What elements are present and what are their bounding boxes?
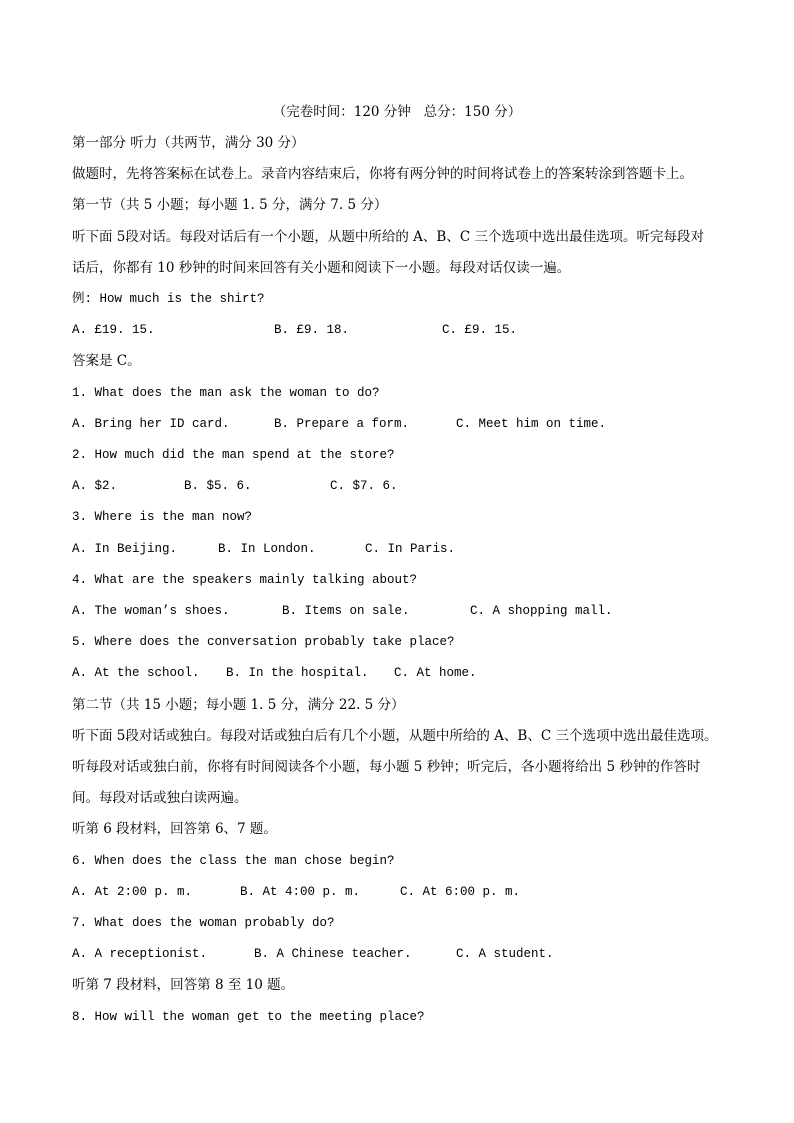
question-6: 6. When does the class the man chose begin? — [72, 854, 395, 868]
section2-title: 第二节（共 15 小题；每小题 1. 5 分，满分 22. 5 分） — [72, 697, 405, 713]
q5-option-b: B. In the hospital. — [226, 666, 369, 680]
q2-option-b: B. $5. 6. — [184, 479, 252, 493]
q1-option-b: B. Prepare a form. — [274, 417, 410, 431]
q7-option-b: B. A Chinese teacher. — [254, 947, 412, 961]
q4-option-b: B. Items on sale. — [282, 604, 410, 618]
section2-instruction-3: 间。每段对话或独白读两遍。 — [72, 790, 248, 806]
material-7-heading: 听第 7 段材料，回答第 8 至 10 题。 — [72, 977, 295, 993]
section1-title: 第一节（共 5 小题；每小题 1. 5 分，满分 7. 5 分） — [72, 197, 388, 213]
section2-instruction-2: 听每段对话或独白前，你将有时间阅读各个小题，每小题 5 秒钟；听完后，各小题将给出 5 秒钟的作答时 — [72, 759, 701, 775]
exam-info: （完卷时间：120 分钟 总分：150 分） — [272, 104, 522, 120]
q2-option-c: C. $7. 6. — [330, 479, 398, 493]
question-4: 4. What are the speakers mainly talking about? — [72, 573, 418, 587]
q5-option-a: A. At the school. — [72, 666, 200, 680]
q6-option-b: B. At 4:00 p. m. — [240, 885, 361, 899]
section1-instruction-2: 话后，你都有 10 秒钟的时间来回答有关小题和阅读下一小题。每段对话仅读一遍。 — [72, 260, 571, 276]
question-2: 2. How much did the man spend at the store? — [72, 448, 395, 462]
example-option-c: C. £9. 15. — [442, 323, 518, 337]
part1-instruction: 做题时，先将答案标在试卷上。录音内容结束后，你将有两分钟的时间将试卷上的答案转涂到答题卡上。 — [72, 166, 693, 182]
part1-title: 第一部分 听力（共两节，满分 30 分） — [72, 135, 305, 151]
q4-option-a: A. The woman’s shoes. — [72, 604, 230, 618]
q7-option-a: A. A receptionist. — [72, 947, 208, 961]
q1-option-c: C. Meet him on time. — [456, 417, 607, 431]
q2-option-a: A. $2. — [72, 479, 118, 493]
q3-option-b: B. In London. — [218, 542, 316, 556]
section2-instruction-1: 听下面 5段对话或独白。每段对话或独白后有几个小题，从题中所给的 A、B、C 三个选项中选出最佳选项。 — [72, 728, 718, 744]
question-1: 1. What does the man ask the woman to do? — [72, 386, 380, 400]
example-answer: 答案是 C。 — [72, 353, 141, 369]
question-3: 3. Where is the man now? — [72, 510, 253, 524]
example-question: 例: How much is the shirt? — [72, 292, 265, 306]
q7-option-c: C. A student. — [456, 947, 554, 961]
q6-option-c: C. At 6:00 p. m. — [400, 885, 521, 899]
q1-option-a: A. Bring her ID card. — [72, 417, 230, 431]
material-6-heading: 听第 6 段材料，回答第 6、7 题。 — [72, 821, 277, 837]
question-7: 7. What does the woman probably do? — [72, 916, 335, 930]
example-option-a: A. £19. 15. — [72, 323, 155, 337]
q6-option-a: A. At 2:00 p. m. — [72, 885, 193, 899]
question-8: 8. How will the woman get to the meeting place? — [72, 1010, 425, 1024]
q4-option-c: C. A shopping mall. — [470, 604, 613, 618]
question-5: 5. Where does the conversation probably take place? — [72, 635, 455, 649]
q3-option-c: C. In Paris. — [365, 542, 456, 556]
section1-instruction-1: 听下面 5段对话。每段对话后有一个小题，从题中所给的 A、B、C 三个选项中选出最佳选项。听完每段对 — [72, 229, 704, 245]
example-option-b: B. £9. 18. — [274, 323, 350, 337]
q3-option-a: A. In Beijing. — [72, 542, 178, 556]
q5-option-c: C. At home. — [394, 666, 477, 680]
